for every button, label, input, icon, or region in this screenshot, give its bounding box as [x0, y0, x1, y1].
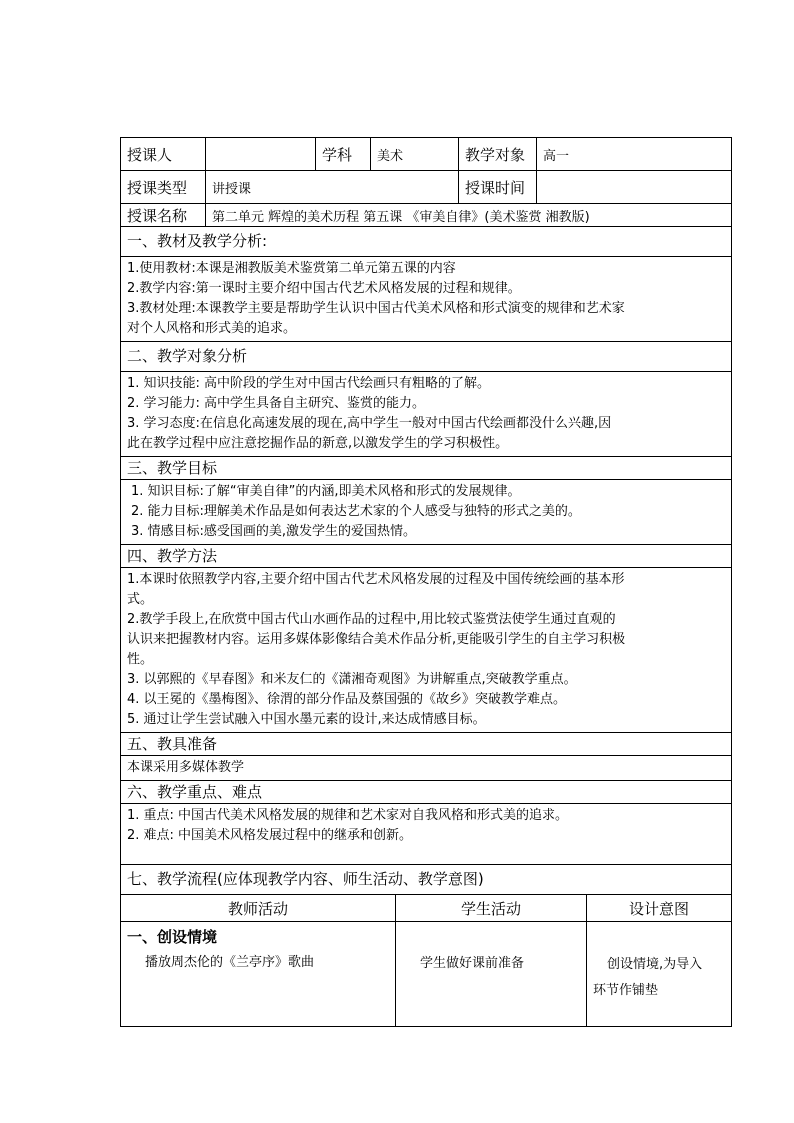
- time-label: 授课时间: [459, 171, 537, 203]
- flow-row-1: [120, 922, 732, 1027]
- flow-student-cell: [396, 922, 587, 1026]
- text-line: 2. 学习能力: 高中学生具备自主研究、鉴赏的能力。: [127, 396, 426, 411]
- col-teacher-activity: 教师活动: [121, 895, 396, 921]
- section-1-body-row: [120, 257, 732, 342]
- section-4-body: [121, 568, 731, 732]
- text-line: 2.教学内容:第一课时主要介绍中国古代艺术风格发展的过程和规律。: [127, 281, 521, 296]
- section-3-title-row: [120, 457, 732, 480]
- step-title: 一、创设情境: [127, 928, 218, 946]
- lesson-plan-table: [120, 137, 732, 1027]
- subject-value: 美术: [371, 138, 459, 170]
- header-row-1: [120, 137, 732, 171]
- text-line: 性。: [127, 652, 154, 667]
- section-6-title: 六、教学重点、难点: [127, 783, 263, 801]
- section-5-title-row: [120, 733, 732, 756]
- teacher-value: [206, 138, 316, 170]
- section-5-body: [121, 756, 731, 780]
- section-4-body-row: [120, 568, 732, 733]
- section-2-title-row: [120, 342, 732, 372]
- teacher-activity-text: 播放周杰伦的《兰亭序》歌曲: [145, 955, 315, 970]
- intent-text-line: 创设情境,为导入: [607, 957, 703, 972]
- time-value: [537, 171, 731, 203]
- text-line: 1. 重点: 中国古代美术风格发展的规律和艺术家对自我风格和形式美的追求。: [127, 808, 569, 823]
- text-line: 2.教学手段上,在欣赏中国古代山水画作品的过程中,用比较式鉴赏法使学生通过直观的: [127, 612, 616, 627]
- section-3-body-row: [120, 480, 732, 545]
- header-row-3: [120, 204, 732, 227]
- name-value: 第二单元 辉煌的美术历程 第五课 《审美自律》(美术鉴赏 湘教版): [212, 209, 590, 225]
- text-line: 2. 能力目标:理解美术作品是如何表达艺术家的个人感受与独特的形式之美的。: [131, 504, 581, 519]
- text-line: 1. 知识目标:了解“审美自律”的内涵,即美术风格和形式的发展规律。: [131, 484, 521, 499]
- text-line: 1. 知识技能: 高中阶段的学生对中国古代绘画只有粗略的了解。: [127, 376, 491, 391]
- flow-header-row: [120, 895, 732, 922]
- text-line: 此在教学过程中应注意挖掘作品的新意,以激发学生的学习积极性。: [127, 436, 509, 451]
- audience-label: 教学对象: [459, 138, 537, 170]
- section-7-title: 七、教学流程(应体现教学内容、师生活动、教学意图): [127, 870, 484, 888]
- audience-value: 高一: [543, 148, 570, 164]
- section-2-body: [121, 372, 731, 456]
- section-4-title-row: [120, 545, 732, 568]
- section-5-title: 五、教具准备: [127, 735, 218, 753]
- section-1-body: [121, 257, 731, 341]
- text-line: 1.使用教材:本课是湘教版美术鉴赏第二单元第五课的内容: [127, 261, 456, 276]
- text-line: 5. 通过让学生尝试融入中国水墨元素的设计,来达成情感目标。: [127, 712, 486, 727]
- teacher-label: 授课人: [121, 138, 206, 170]
- section-6-body: [121, 804, 731, 864]
- text-line: 1.本课时依照教学内容,主要介绍中国古代艺术风格发展的过程及中国传统绘画的基本形: [127, 572, 625, 587]
- text-line: 3. 学习态度:在信息化高速发展的现在,高中学生一般对中国古代绘画都没什么兴趣,因: [127, 416, 612, 431]
- text-line: 认识来把握教材内容。运用多媒体影像结合美术作品分析,更能吸引学生的自主学习积极: [127, 632, 626, 647]
- section-4-title: 四、教学方法: [127, 547, 218, 565]
- student-activity-text: 学生做好课前准备: [420, 956, 525, 971]
- type-label: 授课类型: [121, 171, 206, 203]
- text-line: 4. 以王冕的《墨梅图》、徐渭的部分作品及蔡国强的《故乡》突破教学难点。: [127, 692, 567, 707]
- col-student-activity: 学生活动: [396, 895, 587, 921]
- section-3-body: [121, 480, 731, 544]
- flow-intent-cell: [587, 922, 731, 1026]
- type-value: 讲授课: [206, 171, 459, 203]
- section-3-title: 三、教学目标: [127, 459, 218, 477]
- text-line: 本课采用多媒体教学: [127, 760, 245, 775]
- section-7-title-row: [120, 865, 732, 895]
- section-6-title-row: [120, 781, 732, 804]
- text-line: 3. 情感目标:感受国画的美,激发学生的爱国热情。: [131, 524, 417, 539]
- header-row-2: [120, 171, 732, 204]
- text-line: 对个人风格和形式美的追求。: [127, 321, 297, 336]
- section-5-body-row: [120, 756, 732, 781]
- section-6-body-row: [120, 804, 732, 865]
- col-design-intent: 设计意图: [628, 899, 689, 918]
- text-line: 2. 难点: 中国美术风格发展过程中的继承和创新。: [127, 828, 413, 843]
- subject-label: 学科: [316, 138, 371, 170]
- flow-teacher-cell: [121, 922, 396, 1026]
- section-2-body-row: [120, 372, 732, 457]
- text-line: 式。: [127, 592, 154, 607]
- section-1-title-row: [120, 227, 732, 257]
- text-line: 3. 以郭熙的《早春图》和米友仁的《潇湘奇观图》为讲解重点,突破教学重点。: [127, 672, 577, 687]
- intent-text-line: 环节作铺垫: [593, 983, 659, 998]
- section-2-title: 二、教学对象分析: [127, 347, 248, 365]
- section-1-title: 一、教材及教学分析:: [127, 232, 268, 250]
- name-label: 授课名称: [121, 204, 206, 226]
- text-line: 3.教材处理:本课教学主要是帮助学生认识中国古代美术风格和形式演变的规律和艺术家: [127, 301, 625, 316]
